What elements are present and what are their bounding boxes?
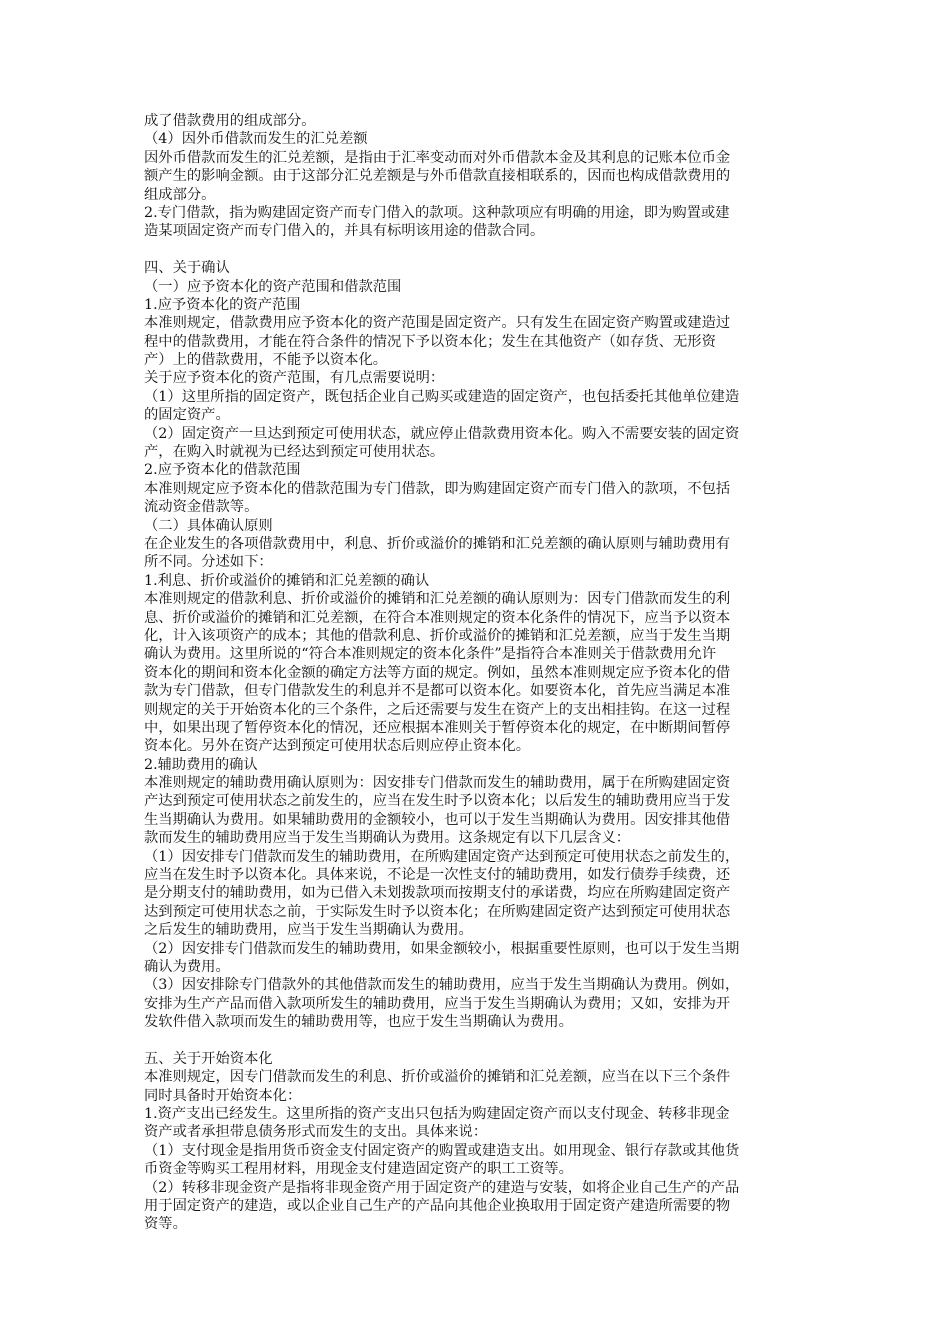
text-line: 款为专门借款，但专门借款发生的利息并不是都可以资本化。如要资本化，首先应当满足本准 (144, 683, 731, 700)
text-line: 产，在购入时就视为已经达到预定可使用状态。 (144, 444, 445, 461)
text-line: 资本化的期间和资本化金额的确定方法等方面的规定。例如，虽然本准则规定应予资本化的借 (144, 664, 731, 681)
text-line: 发软件借入款项而发生的辅助费用等，也应于发生当期确认为费用。 (144, 1014, 573, 1031)
text-line: 1.利息、折价或溢价的摊销和汇兑差额的确认 (144, 572, 430, 589)
text-line: 资本化。另外在资产达到预定可使用状态后则应停止资本化。 (144, 738, 531, 755)
text-line: （2）转移非现金资产是指将非现金资产用于固定资产的建造与安装，如将企业自己生产的产品 (144, 1179, 740, 1196)
text-line: 组成部分。 (144, 186, 216, 203)
text-line: 额产生的影响金额。由于这部分汇兑差额是与外币借款直接相联系的，因而也构成借款费用的 (144, 168, 731, 185)
text-line: 同时具备时开始资本化： (144, 1087, 302, 1104)
text-line: （1）支付现金是指用货币资金支付固定资产的购置或建造支出。如用现金、银行存款或其他货 (144, 1142, 740, 1159)
text-line: 资产或者承担带息债务形式而发生的支出。具体来说： (144, 1124, 488, 1141)
text-line: 造某项固定资产而专门借入的，并具有标明该用途的借款合同。 (144, 223, 545, 240)
text-line: 之后发生的辅助费用，应当于发生当期确认为费用。 (144, 922, 473, 939)
text-line: （2）固定资产一旦达到预定可使用状态，就应停止借款费用资本化。购入不需要安装的固定资 (144, 425, 740, 442)
text-line: 款而发生的辅助费用应当于发生当期确认为费用。这条规定有以下几层含义： (144, 830, 631, 847)
text-line: （4）因外币借款而发生的汇兑差额 (144, 131, 368, 148)
text-line: 化，计入该项资产的成本；其他的借款利息、折价或溢价的摊销和汇兑差额，应当于发生当期 (144, 627, 731, 644)
text-line: 程中的借款费用，才能在符合条件的情况下予以资本化；发生在其他资产（如存货、无形资 (144, 333, 716, 350)
text-line: 五、关于开始资本化 (144, 1050, 273, 1067)
document-body (144, 112, 812, 1234)
text-line: 四、关于确认 (144, 260, 230, 277)
text-line: 确认为费用。这里所说的“符合本准则规定的资本化条件”是指符合本准则关于借款费用允许 (144, 646, 717, 663)
text-line: 1.应予资本化的资产范围 (144, 296, 301, 313)
text-line: 1.资产支出已经发生。这里所指的资产支出只包括为购建固定资产而以支付现金、转移非现金 (144, 1106, 730, 1123)
text-line: 2.辅助费用的确认 (144, 756, 258, 773)
text-line: 产达到预定可使用状态之前发生的，应当在发生时予以资本化；以后发生的辅助费用应当于发 (144, 793, 731, 810)
text-line: 产）上的借款费用，不能予以资本化。 (144, 352, 388, 369)
text-line: 关于应予资本化的资产范围，有几点需要说明： (144, 370, 445, 387)
text-line: 本准则规定，借款费用应予资本化的资产范围是固定资产。只有发生在固定资产购置或建造过 (144, 315, 731, 332)
text-line: 达到预定可使用状态之前，于实际发生时予以资本化；在所购建固定资产达到预定可使用状态 (144, 903, 731, 920)
paragraph-spacer (144, 1032, 812, 1050)
text-line: 本准则规定，因专门借款而发生的利息、折价或溢价的摊销和汇兑差额，应当在以下三个条件 (144, 1069, 731, 1086)
text-line: 则规定的关于开始资本化的三个条件，之后还需要与发生在资产上的支出相挂钩。在这一过程 (144, 701, 731, 718)
text-line: 币资金等购买工程用材料，用现金支付建造固定资产的职工工资等。 (144, 1161, 573, 1178)
text-line: 息、折价或溢价的摊销和汇兑差额，在符合本准则规定的资本化条件的情况下，应当予以资本 (144, 609, 731, 626)
text-line: 生当期确认为费用。如果辅助费用的金额较小，也可以于发生当期确认为费用。因安排其他借 (144, 811, 731, 828)
text-line: （2）因安排专门借款而发生的辅助费用，如果金额较小，根据重要性原则，也可以于发生当期 (144, 940, 740, 957)
text-line: （二）具体确认原则 (144, 517, 273, 534)
text-line: 因外币借款而发生的汇兑差额，是指由于汇率变动而对外币借款本金及其利息的记账本位币金 (144, 149, 731, 166)
text-line: 在企业发生的各项借款费用中，利息、折价或溢价的摊销和汇兑差额的确认原则与辅助费用有 (144, 535, 731, 552)
text-line: 安排为生产产品而借入款项所发生的辅助费用，应当于发生当期确认为费用；又如，安排为开 (144, 995, 731, 1012)
text-line: 中，如果出现了暂停资本化的情况，还应根据本准则关于暂停资本化的规定，在中断期间暂停 (144, 719, 731, 736)
text-line: 本准则规定应予资本化的借款范围为专门借款，即为购建固定资产而专门借入的款项，不包括 (144, 480, 731, 497)
text-line: 本准则规定的辅助费用确认原则为：因安排专门借款而发生的辅助费用，属于在所购建固定资 (144, 775, 731, 792)
text-line: 所不同。分述如下： (144, 554, 273, 571)
text-line: 本准则规定的借款利息、折价或溢价的摊销和汇兑差额的确认原则为：因专门借款而发生的利 (144, 591, 731, 608)
text-line: 成了借款费用的组成部分。 (144, 113, 316, 129)
text-line: 资等。 (144, 1216, 187, 1233)
text-line: 用于固定资产的建造，或以企业自己生产的产品向其他企业换取用于固定资产建造所需要的物 (144, 1198, 731, 1215)
text-line: 应当在发生时予以资本化。具体来说，不论是一次性支付的辅助费用，如发行债券手续费，还 (144, 867, 731, 884)
text-line: （1）因安排专门借款而发生的辅助费用，在所购建固定资产达到预定可使用状态之前发生的， (144, 848, 740, 865)
text-line: 2.应予资本化的借款范围 (144, 462, 301, 479)
text-line: （3）因安排除专门借款外的其他借款而发生的辅助费用，应当于发生当期确认为费用。例如， (144, 977, 740, 994)
text-line: （1）这里所指的固定资产，既包括企业自己购买或建造的固定资产，也包括委托其他单位建造 (144, 388, 740, 405)
text-line: 2.专门借款，指为购建固定资产而专门借入的款项。这种款项应有明确的用途，即为购置或建 (144, 204, 730, 221)
text-line: （一）应予资本化的资产范围和借款范围 (144, 278, 402, 295)
text-line: 确认为费用。 (144, 958, 230, 975)
text-line: 是分期支付的辅助费用，如为已借入未划拨款项而按期支付的承诺费，均应在所购建固定资产 (144, 885, 731, 902)
text-line: 的固定资产。 (144, 407, 230, 424)
paragraph-spacer (144, 241, 812, 259)
text-line: 流动资金借款等。 (144, 499, 259, 516)
